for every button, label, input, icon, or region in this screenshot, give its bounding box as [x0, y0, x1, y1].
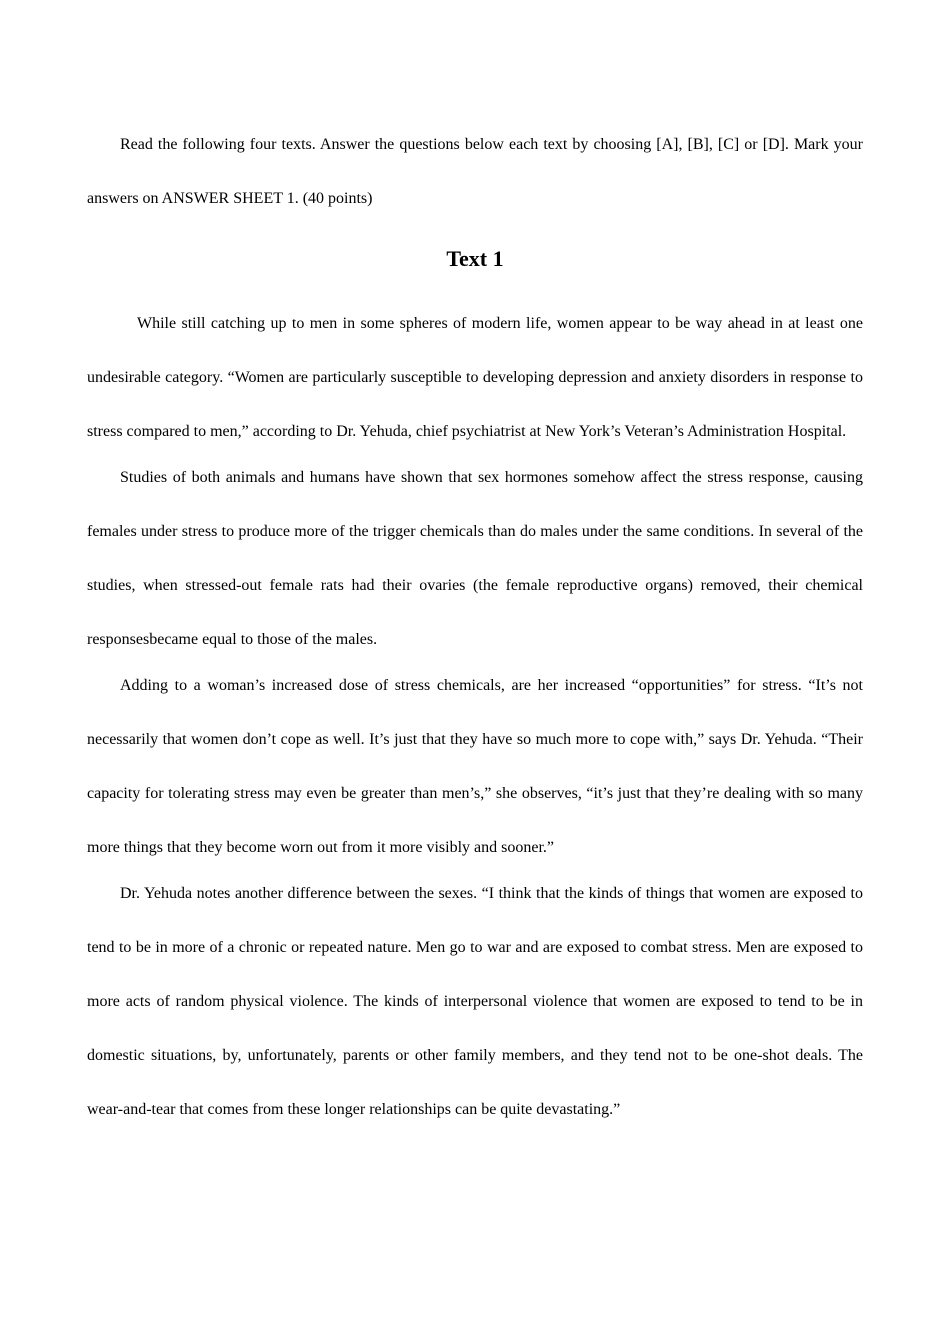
paragraph-1: While still catching up to men in some spheres of modern life, women appear to be way ahead in at least one undesirable category. “Women are particularly susceptible to developing depression and anxiety disorders in response to stress compared to men,” according to Dr. Yehuda, chief psychiatrist at New York’s Veteran’s Administration Hospital. [87, 315, 863, 440]
instructions-text: Read the following four texts. Answer the questions below each text by choosing [A], [B], [C] or [D]. Mark your answers on ANSWER SHEET 1. (40 points) [87, 136, 863, 207]
paragraph-2: Studies of both animals and humans have shown that sex hormones somehow affect the stress response, causing females under stress to produce more of the trigger chemicals than do males under the same conditions. In several of the studies, when stressed-out female rats had their ovaries (the female reproductive organs) removed, their chemical responsesbecame equal to those of the males. [87, 469, 863, 648]
article-body [87, 297, 863, 1137]
section-title: Text 1 [446, 246, 504, 271]
paragraph-3: Adding to a woman’s increased dose of stress chemicals, are her increased “opportunities” for stress. “It’s not necessarily that women don’t cope as well. It’s just that they have so much more to cope with,” says Dr. Yehuda. “Their capacity for tolerating stress may even be greater than men’s,” she observes, “it’s just that they’re dealing with so many more things that they become worn out from it more visibly and sooner.” [87, 677, 863, 856]
paragraph-4: Dr. Yehuda notes another difference between the sexes. “I think that the kinds of things that women are exposed to tend to be in more of a chronic or repeated nature. Men go to war and are exposed to combat stress. Men are exposed to more acts of random physical violence. The kinds of interpersonal violence that women are exposed to tend to be in domestic situations, by, unfortunately, parents or other family members, and they tend not to be one-shot deals. The wear-and-tear that comes from these longer relationships can be quite devastating.” [87, 885, 863, 1118]
document-page [87, 118, 863, 1137]
